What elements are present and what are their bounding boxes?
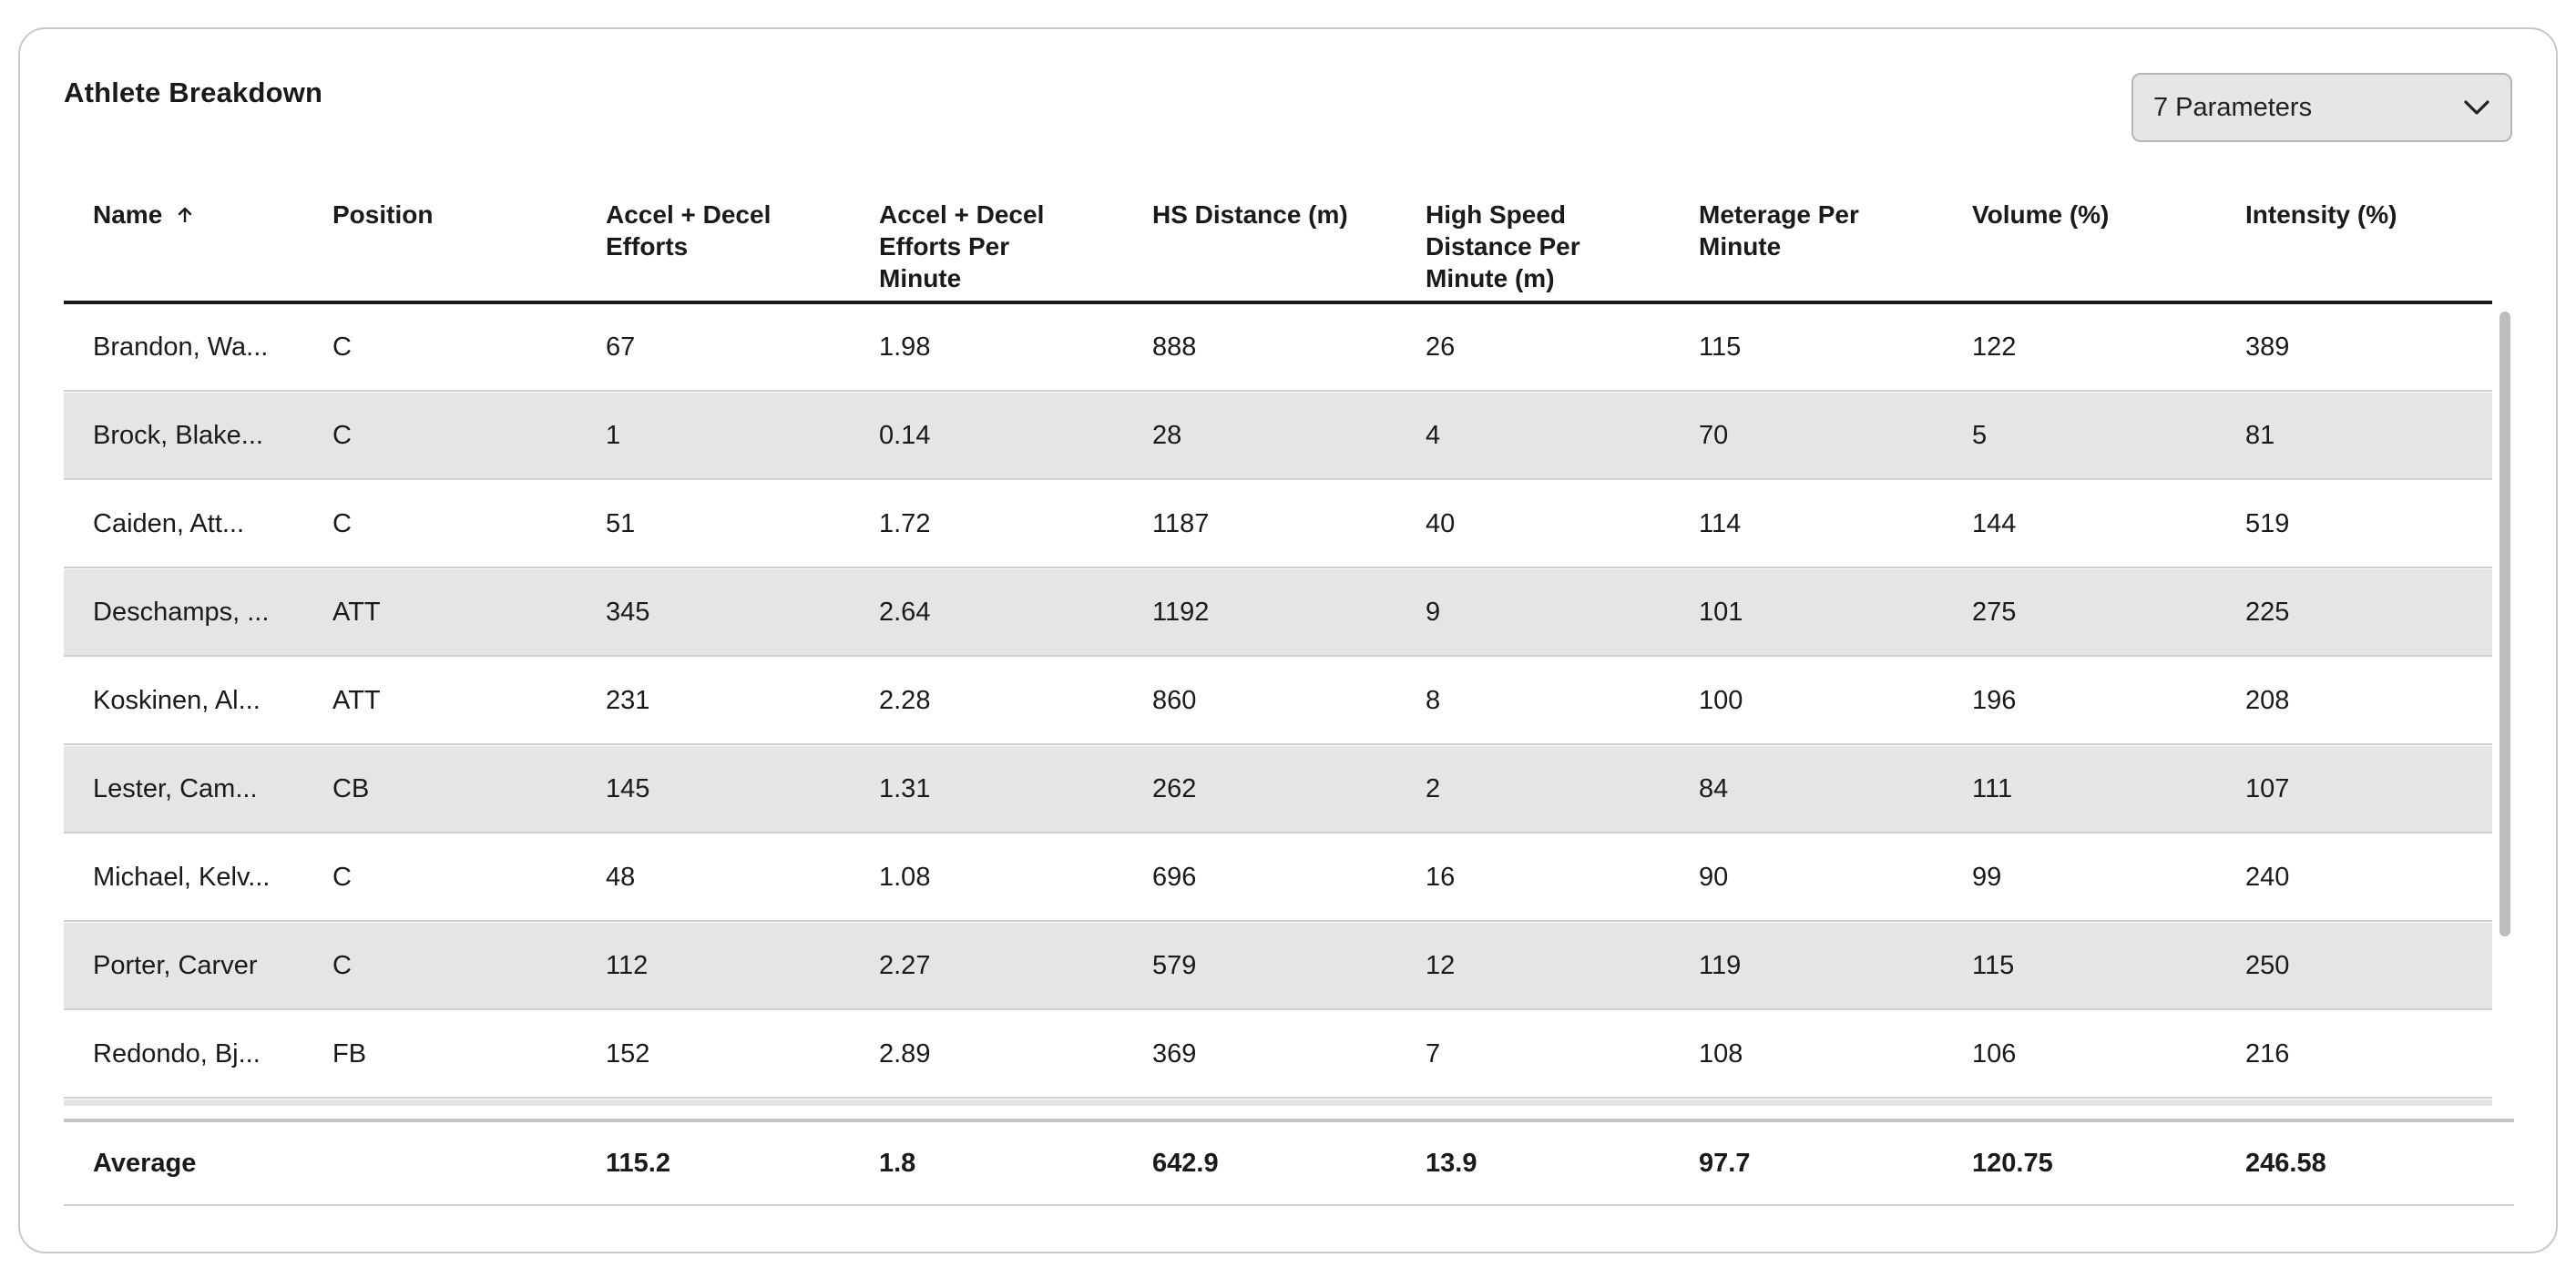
cell-meterage-per-minute: 114 <box>1699 509 1742 538</box>
cell-name: Koskinen, Al... <box>93 686 261 715</box>
cell-intensity: 250 <box>2245 951 2290 980</box>
cell-position: ATT <box>332 686 381 715</box>
cell-meterage-per-minute: 108 <box>1699 1039 1743 1069</box>
cell-meterage-per-minute: 70 <box>1699 421 1729 450</box>
table-row[interactable] <box>64 1099 2492 1106</box>
cell-meterage-per-minute: 84 <box>1699 774 1729 803</box>
table-header <box>64 191 2492 304</box>
footer-average-accel-decel: 115.2 <box>606 1149 670 1178</box>
cell-volume: 144 <box>1972 509 2017 538</box>
footer-average-meterage-per-minute: 97.7 <box>1699 1149 1751 1178</box>
column-header-label: Name <box>93 200 163 229</box>
cell-name: Porter, Carver <box>93 951 258 980</box>
cell-position: C <box>332 509 352 538</box>
cell-accel-decel-per-minute: 2.27 <box>879 951 931 980</box>
cell-intensity: 519 <box>2245 509 2290 538</box>
parameters-dropdown[interactable] <box>2131 73 2512 142</box>
cell-intensity: 240 <box>2245 863 2290 892</box>
cell-high-speed-distance-per-minute: 26 <box>1426 332 1456 362</box>
cell-high-speed-distance-per-minute: 16 <box>1426 863 1456 892</box>
vertical-scrollbar[interactable] <box>2498 304 2512 1106</box>
cell-volume: 275 <box>1972 598 2017 627</box>
cell-accel-decel-per-minute: 1.98 <box>879 332 931 362</box>
cell-hs-distance: 28 <box>1152 421 1182 450</box>
cell-name: Lester, Cam... <box>93 774 258 803</box>
column-header-hs-distance[interactable]: HS Distance (m) <box>1152 200 1348 229</box>
column-header-intensity[interactable]: Intensity (%) <box>2245 200 2397 229</box>
cell-name: Deschamps, ... <box>93 598 270 627</box>
table-row[interactable] <box>64 393 2492 480</box>
column-header-accel-decel[interactable]: Accel + Decel Efforts <box>606 200 772 261</box>
cell-accel-decel: 51 <box>606 509 636 538</box>
cell-accel-decel: 152 <box>606 1039 650 1069</box>
table-row[interactable] <box>64 1011 2492 1099</box>
cell-accel-decel: 112 <box>606 951 649 980</box>
cell-hs-distance: 696 <box>1152 863 1197 892</box>
table-row[interactable] <box>64 658 2492 745</box>
cell-accel-decel: 67 <box>606 332 636 362</box>
cell-name: Michael, Kelv... <box>93 863 271 892</box>
cell-hs-distance: 369 <box>1152 1039 1197 1069</box>
cell-hs-distance: 1192 <box>1152 598 1210 627</box>
cell-accel-decel-per-minute: 0.14 <box>879 421 931 450</box>
column-header-accel-decel-per-minute[interactable]: Accel + Decel Efforts Per Minute <box>879 200 1045 292</box>
cell-high-speed-distance-per-minute: 40 <box>1426 509 1456 538</box>
column-header-high-speed-distance-per-minute[interactable]: High Speed Distance Per Minute (m) <box>1426 200 1580 292</box>
cell-accel-decel: 231 <box>606 686 650 715</box>
cell-name: Brock, Blake... <box>93 421 263 450</box>
cell-accel-decel-per-minute: 1.72 <box>879 509 931 538</box>
panel-title: Athlete Breakdown <box>64 77 323 108</box>
cell-name: Redondo, Bj... <box>93 1039 261 1069</box>
footer-average-label: Average <box>93 1149 197 1178</box>
cell-volume: 99 <box>1972 863 2002 892</box>
cell-volume: 5 <box>1972 421 1988 450</box>
cell-high-speed-distance-per-minute: 9 <box>1426 598 1441 627</box>
cell-position: CB <box>332 774 370 803</box>
cell-accel-decel: 345 <box>606 598 650 627</box>
cell-position: FB <box>332 1039 367 1069</box>
cell-meterage-per-minute: 115 <box>1699 332 1742 362</box>
column-header-position[interactable]: Position <box>332 200 434 229</box>
cell-volume: 111 <box>1972 774 2013 803</box>
cell-intensity: 216 <box>2245 1039 2290 1069</box>
table-body <box>64 304 2492 1106</box>
sort-ascending-icon[interactable] <box>175 205 195 225</box>
cell-accel-decel: 1 <box>606 421 621 450</box>
cell-accel-decel-per-minute: 1.08 <box>879 863 931 892</box>
cell-position: C <box>332 421 352 450</box>
scrollbar-thumb[interactable] <box>2499 312 2510 936</box>
cell-position: C <box>332 332 352 362</box>
athlete-table <box>64 191 2514 1212</box>
cell-position: C <box>332 863 352 892</box>
cell-high-speed-distance-per-minute: 4 <box>1426 421 1441 450</box>
table-row[interactable] <box>64 923 2492 1010</box>
cell-volume: 106 <box>1972 1039 2017 1069</box>
cell-intensity: 81 <box>2245 421 2275 450</box>
cell-hs-distance: 1187 <box>1152 509 1210 538</box>
cell-accel-decel: 48 <box>606 863 636 892</box>
footer-average-high-speed-distance-per-minute: 13.9 <box>1426 1149 1477 1178</box>
column-header-name[interactable] <box>93 199 195 230</box>
cell-intensity: 107 <box>2245 774 2290 803</box>
footer-average-accel-decel-per-minute: 1.8 <box>879 1149 916 1178</box>
cell-hs-distance: 888 <box>1152 332 1197 362</box>
cell-meterage-per-minute: 119 <box>1699 951 1742 980</box>
footer-average-intensity: 246.58 <box>2245 1149 2326 1178</box>
cell-hs-distance: 860 <box>1152 686 1197 715</box>
cell-meterage-per-minute: 90 <box>1699 863 1729 892</box>
column-header-meterage-per-minute[interactable]: Meterage Per Minute <box>1699 200 1859 261</box>
table-row[interactable] <box>64 746 2492 833</box>
cell-accel-decel-per-minute: 2.28 <box>879 686 931 715</box>
cell-volume: 122 <box>1972 332 2017 362</box>
cell-accel-decel-per-minute: 2.64 <box>879 598 931 627</box>
table-row[interactable] <box>64 304 2492 392</box>
cell-meterage-per-minute: 100 <box>1699 686 1743 715</box>
cell-intensity: 208 <box>2245 686 2290 715</box>
cell-high-speed-distance-per-minute: 8 <box>1426 686 1441 715</box>
cell-hs-distance: 579 <box>1152 951 1197 980</box>
cell-meterage-per-minute: 101 <box>1699 598 1743 627</box>
cell-high-speed-distance-per-minute: 7 <box>1426 1039 1441 1069</box>
footer-average-hs-distance: 642.9 <box>1152 1149 1219 1178</box>
cell-accel-decel: 145 <box>606 774 650 803</box>
table-footer-average <box>64 1119 2514 1206</box>
cell-volume: 196 <box>1972 686 2017 715</box>
cell-hs-distance: 262 <box>1152 774 1197 803</box>
cell-volume: 115 <box>1972 951 2015 980</box>
parameters-dropdown-value: 7 Parameters <box>2153 92 2313 122</box>
cell-accel-decel-per-minute: 1.31 <box>879 774 931 803</box>
footer-average-volume: 120.75 <box>1972 1149 2053 1178</box>
cell-position: C <box>332 951 352 980</box>
table-row[interactable] <box>64 569 2492 657</box>
table-row[interactable] <box>64 481 2492 568</box>
cell-position: ATT <box>332 598 381 627</box>
chevron-down-icon <box>2463 98 2490 117</box>
table-row[interactable] <box>64 834 2492 922</box>
cell-name: Brandon, Wa... <box>93 332 269 362</box>
cell-high-speed-distance-per-minute: 12 <box>1426 951 1456 980</box>
cell-intensity: 389 <box>2245 332 2290 362</box>
cell-accel-decel-per-minute: 2.89 <box>879 1039 931 1069</box>
cell-high-speed-distance-per-minute: 2 <box>1426 774 1441 803</box>
cell-intensity: 225 <box>2245 598 2290 627</box>
cell-name: Caiden, Att... <box>93 509 245 538</box>
column-header-volume[interactable]: Volume (%) <box>1972 200 2110 229</box>
